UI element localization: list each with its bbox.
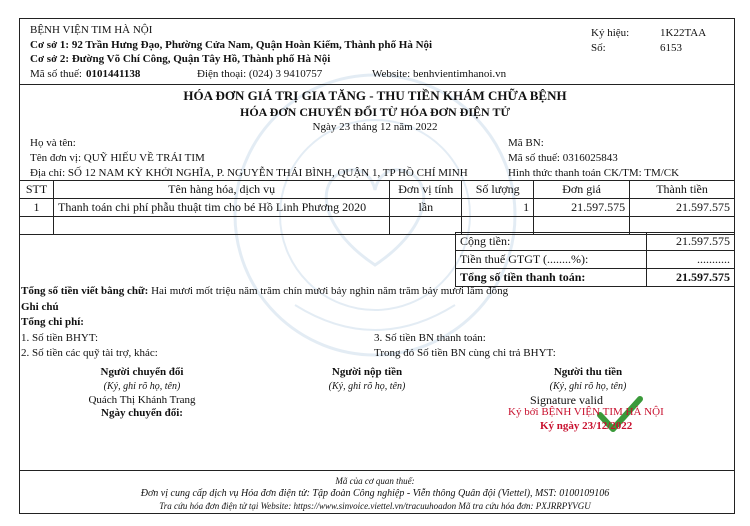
signed-by-text: Ký bởi BỆNH VIỆN TIM HÀ NỘI	[508, 406, 664, 418]
col-header: Thành tiền	[630, 181, 735, 199]
invoice-date: Ngày 23 tháng 12 năm 2022	[312, 121, 438, 133]
table-header-row	[20, 181, 735, 199]
funds-amount-label: 2. Số tiền các quỹ tài trợ, khác:	[21, 347, 158, 359]
invoice-subtitle: HÓA ĐƠN CHUYỂN ĐỔI TỪ HÓA ĐƠN ĐIỆN TỬ	[239, 105, 511, 119]
service-provider-text: Đơn vị cung cấp dịch vụ Hóa đơn điện tử: Tập đoàn Công nghiệp - Viễn thông Quân đội (Viettel), MST: 0100109106	[140, 488, 610, 499]
tax-authority-code-label: Mã của cơ quan thuế:	[335, 476, 415, 486]
buyer-address: Địa chỉ: SỐ 12 NAM KỲ KHỞI NGHĨA, P. NGUYỄN THÁI BÌNH, QUẬN 1, TP HỒ CHÍ MINH	[30, 167, 468, 179]
col-header: STT	[20, 181, 54, 199]
patient-code-label: Mã BN:	[508, 137, 544, 149]
buyer-unit: Tên đơn vị: QUỸ HIẾU VỀ TRÁI TIM	[30, 152, 205, 164]
buyer-name-label: Họ và tên:	[30, 137, 76, 149]
patient-paid-label: 3. Số tiền BN thanh toán:	[374, 332, 486, 344]
collector-sign-hint: (Ký, ghi rõ họ, tên)	[549, 381, 627, 392]
total-cost-label: Tổng chi phí:	[21, 316, 84, 328]
vat-row	[456, 251, 735, 269]
insurance-amount-label: 1. Số tiền BHYT:	[21, 332, 99, 344]
number-label: Số:	[591, 42, 606, 54]
invoice-symbol: 1K22TAA	[660, 27, 707, 39]
subtotal-row	[456, 233, 735, 251]
col-header: Đơn vị tính	[390, 181, 462, 199]
signature-valid-text: Signature valid	[530, 393, 603, 407]
transfer-person-name: Quách Thị Khánh Trang	[88, 394, 196, 406]
total-value: 21.597.575	[647, 269, 735, 287]
copay-label: Trong đó Số tiền BN cùng chi trả BHYT:	[374, 347, 556, 359]
row-description: Thanh toán chi phí phẫu thuật tim cho bé Hồ Linh Phương 2020	[53, 199, 389, 217]
lookup-info-text: Tra cứu hóa đơn điện tử tại Website: https://www.sinvoice.viettel.vn/tracuuhoadon Mã tra cứu hóa đơn: PXJRRPYVGU	[159, 501, 591, 511]
seller-phone: Điện thoại: (024) 3 9410757	[197, 68, 323, 80]
amount-in-words	[21, 285, 508, 297]
total-label: Tổng số tiền thanh toán:	[456, 269, 647, 287]
row-quantity: 1	[462, 199, 534, 217]
payer-sign-hint: (Ký, ghi rõ họ, tên)	[328, 381, 406, 392]
seller-tax-code: 0101441138	[86, 68, 141, 80]
total-row	[456, 269, 735, 287]
row-unit: lần	[390, 199, 462, 217]
payer-label: Người nộp tiền	[331, 366, 403, 378]
items-table	[19, 180, 735, 235]
invoice-number: 6153	[660, 42, 682, 54]
collector-label: Người thu tiền	[553, 366, 623, 378]
col-header: Đơn giá	[534, 181, 630, 199]
seller-name: BỆNH VIỆN TIM HÀ NỘI	[30, 24, 153, 36]
invoice-title: HÓA ĐƠN GIÁ TRỊ GIA TĂNG - THU TIỀN KHÁM CHỮA BỆNH	[183, 88, 567, 103]
amount-in-words-value: Hai mươi mốt triệu năm trăm chín mươi bảy nghìn năm trăm bảy mươi lăm đồng	[151, 285, 509, 297]
subtotal-value: 21.597.575	[647, 233, 735, 251]
col-header: Tên hàng hóa, dịch vụ	[53, 181, 389, 199]
subtotal-label: Cộng tiền:	[456, 233, 647, 251]
col-header: Số lượng	[462, 181, 534, 199]
header-divider	[19, 84, 735, 85]
seller-address-2: Cơ sở 2: Đường Võ Chí Công, Quận Tây Hồ, Thành phố Hà Nội	[30, 53, 331, 65]
transfer-date-label: Ngày chuyển đổi:	[101, 407, 183, 419]
notes-label: Ghi chú	[21, 301, 59, 313]
buyer-tax-code: Mã số thuế: 0316025843	[508, 152, 618, 164]
row-stt: 1	[20, 199, 54, 217]
vat-value: ...........	[647, 251, 735, 269]
table-row	[20, 199, 735, 217]
seller-website: Website: benhvientimhanoi.vn	[372, 68, 507, 80]
amount-in-words-label: Tổng số tiền viết bằng chữ:	[21, 285, 149, 297]
symbol-label: Ký hiệu:	[591, 27, 630, 39]
row-unit-price: 21.597.575	[534, 199, 630, 217]
payment-method: Hình thức thanh toán CK/TM: TM/CK	[508, 167, 680, 179]
transfer-person-label: Người chuyển đổi	[100, 366, 184, 378]
signed-date-text: Ký ngày 23/12/2022	[540, 420, 633, 432]
footer-divider	[19, 470, 735, 471]
seller-tax-label: Mã số thuế:	[30, 68, 82, 80]
vat-label: Tiền thuế GTGT (........%):	[456, 251, 647, 269]
totals-table	[455, 232, 735, 287]
row-amount: 21.597.575	[630, 199, 735, 217]
transfer-sign-hint: (Ký, ghi rõ họ, tên)	[103, 381, 181, 392]
seller-address-1: Cơ sở 1: 92 Trần Hưng Đạo, Phường Cửa Nam, Quận Hoàn Kiếm, Thành phố Hà Nội	[30, 39, 433, 51]
